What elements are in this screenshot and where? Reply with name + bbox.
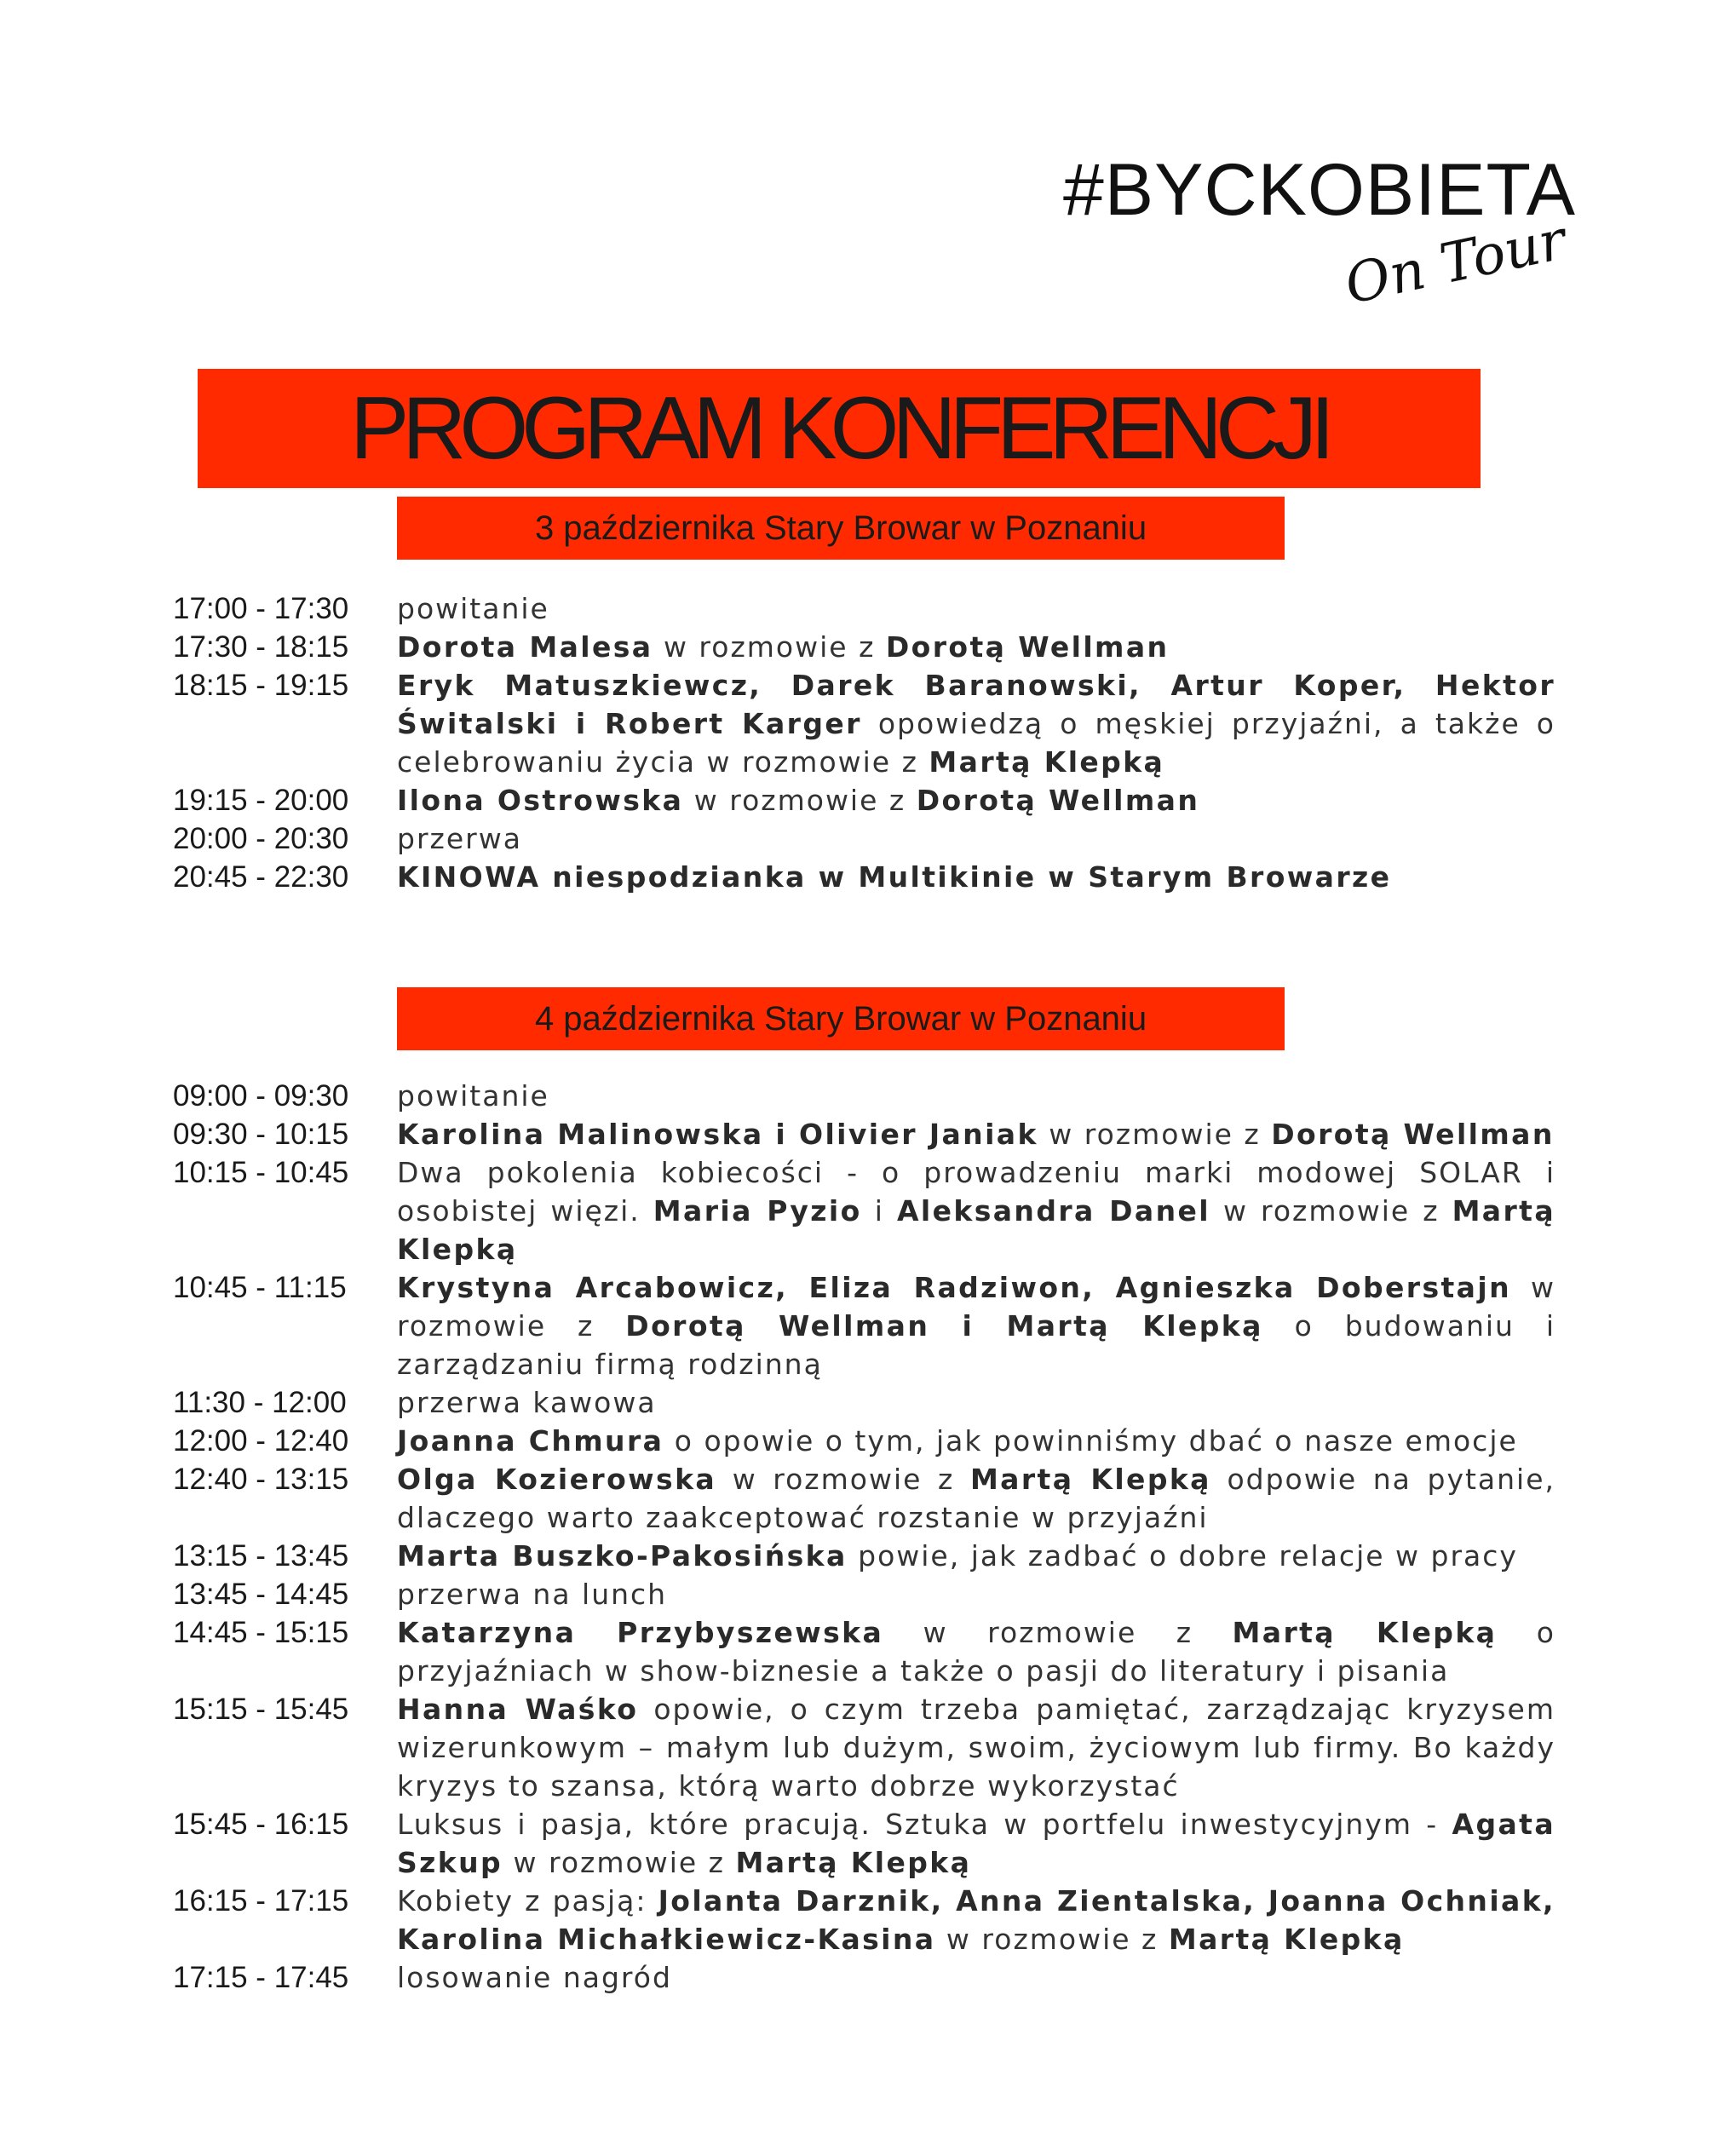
speaker-name: Martą Klepką [1168, 1923, 1405, 1956]
speaker-name: Martą Klepką [969, 1463, 1211, 1496]
schedule-description [397, 1383, 1555, 1422]
schedule-description [397, 1460, 1555, 1537]
schedule-time: 19:15 - 20:00 [173, 784, 349, 817]
schedule-row [0, 858, 1725, 896]
description-text: opowiedzą o męskiej przyjaźni, a także o celebrowaniu życia w rozmowie z [397, 707, 1555, 779]
schedule-row [0, 1690, 1725, 1805]
program-banner [198, 369, 1481, 488]
description-text: w rozmowie z [1038, 1118, 1272, 1151]
schedule-description [397, 1115, 1555, 1153]
schedule-description [397, 819, 1555, 858]
schedule-description [397, 1575, 1555, 1613]
speaker-name: Martą Klepką [735, 1846, 972, 1879]
schedule-time: 18:15 - 19:15 [173, 669, 349, 702]
schedule-description [397, 858, 1555, 896]
speaker-name: Martą Klepką [929, 745, 1165, 779]
schedule-description [397, 1805, 1555, 1882]
schedule-time: 12:40 - 13:15 [173, 1463, 349, 1496]
description-text: przerwa [397, 822, 522, 855]
schedule-row [0, 666, 1725, 781]
description-text: w rozmowie z [397, 1271, 1555, 1342]
day-1-header: 3 października Stary Browar w Poznaniu [397, 497, 1285, 560]
description-text: w rozmowie z [503, 1846, 736, 1879]
schedule-time: 13:45 - 14:45 [173, 1578, 349, 1611]
schedule-row [0, 1268, 1725, 1383]
speaker-name: Dorota Malesa [397, 630, 653, 664]
schedule-time: 11:30 - 12:00 [173, 1386, 347, 1419]
description-text: powitanie [397, 1079, 549, 1112]
schedule-time: 09:30 - 10:15 [173, 1118, 349, 1151]
speaker-name: Marta Buszko-Pakosińska [397, 1539, 848, 1572]
description-text: w rozmowie z [683, 784, 917, 817]
schedule-description [397, 1268, 1555, 1383]
schedule-description [397, 1613, 1555, 1690]
description-text: powie, jak zadbać o dobre relacje w pracy [847, 1539, 1518, 1572]
description-text: o opowie o tym, jak powinniśmy dbać o nasze emocje [664, 1424, 1518, 1457]
schedule-time: 20:45 - 22:30 [173, 860, 349, 894]
schedule-row [0, 1613, 1725, 1690]
schedule-row [0, 1383, 1725, 1422]
schedule-description [397, 1422, 1555, 1460]
speaker-name: Hanna Waśko [397, 1693, 639, 1726]
description-text: przerwa na lunch [397, 1578, 668, 1611]
speaker-name: Martą Klepką [1232, 1616, 1498, 1649]
speaker-name: Krystyna Arcabowicz, Eliza Radziwon, Agnieszka Doberstajn [397, 1271, 1511, 1304]
description-text: opowie, o czym trzeba pamiętać, zarządzając kryzysem wizerunkowym – małym lub dużym, swoim, życiowym lub firmy. Bo każdy kryzys to szansa, którą warto dobrze wykorzystać [397, 1693, 1555, 1802]
schedule-row [0, 1153, 1725, 1268]
schedule-row [0, 1460, 1725, 1537]
schedule-row [0, 1115, 1725, 1153]
page-title: PROGRAM KONFERENCJI [349, 379, 1329, 478]
schedule-row [0, 819, 1725, 858]
description-text: w rozmowie z [935, 1923, 1169, 1956]
speaker-name: Joanna Chmura [397, 1424, 664, 1457]
speaker-name: Dorotą Wellman i Martą Klepką [625, 1309, 1263, 1342]
description-text: losowanie nagród [397, 1961, 672, 1994]
day-2-header: 4 października Stary Browar w Poznaniu [397, 987, 1285, 1050]
speaker-name: Katarzyna Przybyszewska [397, 1616, 884, 1649]
description-text: i [861, 1194, 897, 1227]
schedule-row [0, 1575, 1725, 1613]
logo-main-text: #BYCKOBIETA [1062, 149, 1576, 231]
description-text: w rozmowie z [883, 1616, 1233, 1649]
schedule-description [397, 1882, 1555, 1958]
speaker-name: Aleksandra Danel [896, 1194, 1210, 1227]
day-1-schedule [0, 589, 1725, 896]
schedule-time: 16:15 - 17:15 [173, 1884, 349, 1917]
description-text: o budowaniu i zarządzaniu firmą rodzinną [397, 1309, 1556, 1381]
speaker-name: Martą Klepką [397, 1194, 1555, 1266]
description-text: o przyjaźniach w show-biznesie a także o pasji do literatury i pisania [397, 1616, 1556, 1687]
speaker-name: Dorotą Wellman [1271, 1118, 1555, 1151]
speaker-name: Maria Pyzio [653, 1194, 862, 1227]
speaker-name: Dorotą Wellman [885, 630, 1170, 664]
schedule-time: 20:00 - 20:30 [173, 822, 349, 855]
schedule-time: 13:15 - 13:45 [173, 1539, 349, 1572]
schedule-row [0, 589, 1725, 628]
schedule-time: 15:15 - 15:45 [173, 1693, 349, 1726]
schedule-description [397, 1153, 1555, 1268]
speaker-name: Agata Szkup [397, 1808, 1555, 1879]
speaker-name: Karolina Malinowska i Olivier Janiak [397, 1118, 1038, 1151]
speaker-name: Eryk Matuszkiewcz, Darek Baranowski, Artur Koper, Hektor Świtalski i Robert Karger [397, 669, 1555, 740]
schedule-time: 10:45 - 11:15 [173, 1271, 347, 1304]
schedule-time: 17:15 - 17:45 [173, 1961, 349, 1994]
schedule-row [0, 1805, 1725, 1882]
speaker-name: Ilona Ostrowska [397, 784, 684, 817]
speaker-name: Olga Kozierowska [397, 1463, 717, 1496]
schedule-row [0, 1882, 1725, 1958]
schedule-time: 17:30 - 18:15 [173, 630, 349, 664]
description-text: przerwa kawowa [397, 1386, 657, 1419]
description-text: Kobiety z pasją: [397, 1884, 658, 1917]
schedule-row [0, 628, 1725, 666]
schedule-time: 17:00 - 17:30 [173, 592, 349, 625]
logo-sub-text: On Tour [1339, 209, 1572, 317]
description-text: powitanie [397, 592, 549, 625]
schedule-description [397, 1958, 1555, 1997]
speaker-name: Dorotą Wellman [916, 784, 1200, 817]
day-2-schedule [0, 1077, 1725, 1997]
description-text: Luksus i pasja, które pracują. Sztuka w portfelu inwestycyjnym - [397, 1808, 1452, 1841]
schedule-description [397, 1077, 1555, 1115]
description-text: w rozmowie z [653, 630, 886, 664]
schedule-row [0, 1537, 1725, 1575]
speaker-name: Jolanta Darznik, Anna Zientalska, Joanna Ochniak, Karolina Michałkiewicz-Kasina [397, 1884, 1555, 1956]
schedule-time: 10:15 - 10:45 [173, 1156, 349, 1189]
description-text: odpowie na pytanie, dlaczego warto zaakceptować rozstanie w przyjaźni [397, 1463, 1556, 1534]
logo [1062, 149, 1576, 317]
schedule-description [397, 1690, 1555, 1805]
schedule-description [397, 666, 1555, 781]
schedule-row [0, 1077, 1725, 1115]
schedule-row [0, 1422, 1725, 1460]
schedule-description [397, 589, 1555, 628]
schedule-description [397, 1537, 1555, 1575]
schedule-row [0, 1958, 1725, 1997]
speaker-name: KINOWA niespodzianka w Multikinie w Starym Browarze [397, 860, 1392, 894]
schedule-description [397, 628, 1555, 666]
schedule-row [0, 781, 1725, 819]
schedule-time: 12:00 - 12:40 [173, 1424, 349, 1457]
description-text: Dwa pokolenia kobiecości - o prowadzeniu marki modowej SOLAR i osobistej więzi. [397, 1156, 1555, 1227]
description-text: w rozmowie z [1210, 1194, 1452, 1227]
description-text: w rozmowie z [716, 1463, 970, 1496]
schedule-description [397, 781, 1555, 819]
schedule-time: 09:00 - 09:30 [173, 1079, 349, 1112]
schedule-time: 14:45 - 15:15 [173, 1616, 349, 1649]
schedule-time: 15:45 - 16:15 [173, 1808, 349, 1841]
